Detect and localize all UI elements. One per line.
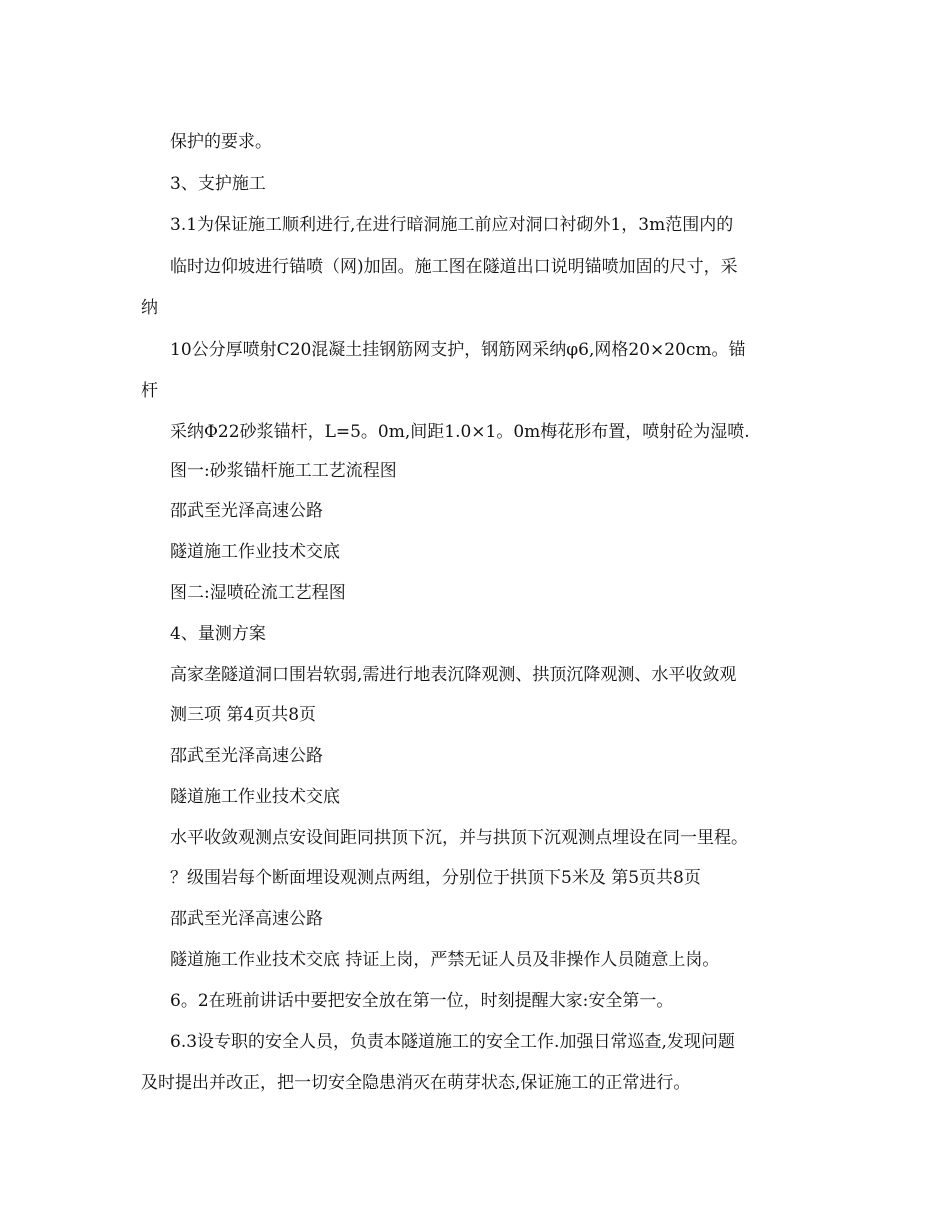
text-line: 测三项 第4页共8页 — [170, 705, 317, 725]
text-line: 及时提出并改正，把一切安全隐患消灭在萌芽状态,保证施工的正常进行。 — [141, 1073, 691, 1093]
running-header: 邵武至光泽高速公路 — [170, 909, 323, 929]
figure-caption: 图二:湿喷砼流工艺程图 — [170, 583, 346, 603]
figure-caption: 图一:砂浆锚杆施工工艺流程图 — [170, 461, 397, 481]
text-line: 纳 — [141, 298, 158, 318]
text-line: 采纳Φ22砂浆锚杆，L=5。0m,间距1.0×1。0m梅花形布置，喷射砼为湿喷. — [170, 422, 750, 442]
text-line: 隧道施工作业技术交底 持证上岗，严禁无证人员及非操作人员随意上岗。 — [170, 950, 720, 970]
text-line: 高家垄隧道洞口围岩软弱,需进行地表沉降观测、拱顶沉降观测、水平收敛观 — [170, 665, 737, 685]
section-heading: 3、支护施工 — [170, 174, 266, 194]
text-line: 6。2在班前讲话中要把安全放在第一位，时刻提醒大家:安全第一。 — [170, 991, 674, 1011]
text-line: 杆 — [141, 381, 158, 401]
running-header: 隧道施工作业技术交底 — [170, 542, 340, 562]
running-header: 隧道施工作业技术交底 — [170, 787, 340, 807]
text-line: ？级围岩每个断面埋设观测点两组，分别位于拱顶下5米及 第5页共8页 — [170, 868, 701, 888]
section-heading: 4、量测方案 — [170, 624, 266, 644]
text-line: 10公分厚喷射C20混凝土挂钢筋网支护，钢筋网采纳φ6,网格20×20cm。锚 — [170, 340, 746, 360]
text-line: 6.3设专职的安全人员，负责本隧道施工的安全工作.加强日常巡查,发现问题 — [170, 1032, 735, 1052]
text-line: 临时边仰坡进行锚喷（网)加固。施工图在隧道出口说明锚喷加固的尺寸，采 — [170, 257, 738, 277]
text-line: 保护的要求。 — [170, 132, 272, 152]
text-line: 水平收敛观测点安设间距同拱顶下沉，并与拱顶下沉观测点埋设在同一里程。 — [170, 828, 748, 848]
running-header: 邵武至光泽高速公路 — [170, 746, 323, 766]
text-line: 3.1为保证施工顺利进行,在进行暗洞施工前应对洞口衬砌外1，3m范围内的 — [170, 215, 734, 235]
running-header: 邵武至光泽高速公路 — [170, 501, 323, 521]
